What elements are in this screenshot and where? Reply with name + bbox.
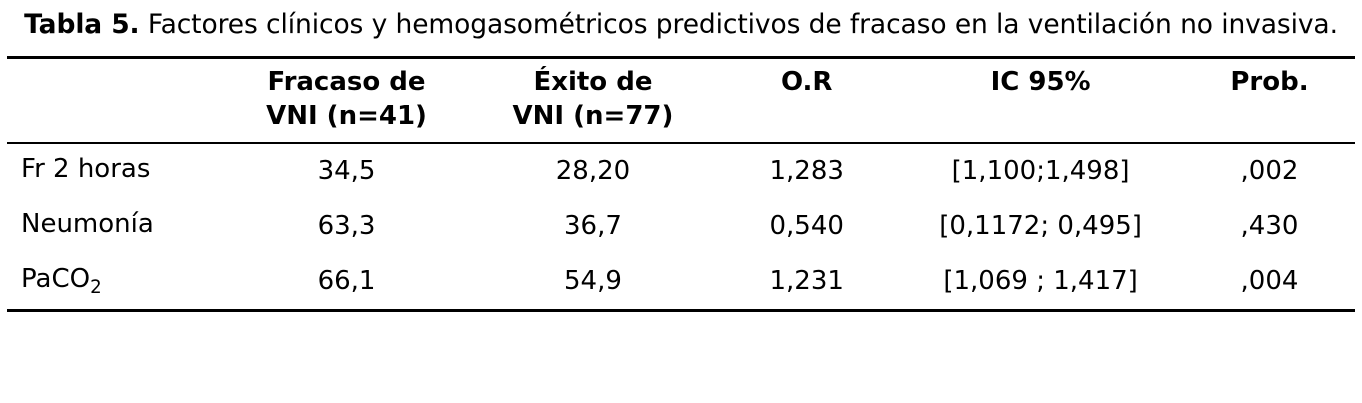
column-header-exito-vni [470,58,716,143]
cell-prob: ,004 [1240,266,1299,297]
caption-label: Tabla 5. [24,9,140,40]
cell-fracaso: 34,5 [317,156,376,187]
cell-fracaso: 63,3 [317,211,376,242]
row-label-subscript: 2 [90,277,102,299]
header-row [7,58,1355,143]
column-header-ic95 [897,58,1184,143]
cell-prob: ,002 [1240,156,1299,187]
cell-prob: ,430 [1240,211,1299,242]
header-line-1: Éxito de [533,67,653,98]
column-header-prob [1184,58,1355,143]
table-row [7,199,1355,254]
table-row [7,143,1355,199]
cell-exito: 28,20 [555,156,631,187]
header-line-1: O.R [781,67,833,98]
table-header [7,58,1355,143]
cell-exito: 36,7 [564,211,622,242]
cell-or: 1,283 [769,156,844,187]
row-label-text: Neumonía [21,208,154,239]
header-line-2: VNI (n=77) [512,100,674,131]
data-table [7,56,1355,311]
table-body [7,143,1355,310]
row-label [7,254,223,310]
header-line-2: VNI (n=41) [266,100,427,131]
table-caption [0,0,1362,42]
header-line-1: Fracaso de [267,67,426,98]
cell-ic: [1,100;1,498] [951,156,1130,187]
header-line-1: Prob. [1230,67,1309,98]
cell-ic: [1,069 ; 1,417] [943,266,1138,297]
column-header-variable [7,58,223,143]
table-row [7,254,1355,310]
column-header-fracaso-vni [223,58,469,143]
row-label-text: PaCO [21,263,91,294]
header-line-1: IC 95% [990,67,1091,98]
cell-or: 0,540 [769,211,844,242]
caption-text: Factores clínicos y hemogasométricos predictivos de fracaso en la ventilación no invasiva. [139,9,1338,40]
row-label-text: Fr 2 horas [21,153,151,184]
row-label [7,199,223,254]
cell-ic: [0,1172; 0,495] [939,211,1142,242]
column-header-or [716,58,897,143]
row-label [7,143,223,199]
cell-exito: 54,9 [564,266,622,297]
cell-fracaso: 66,1 [317,266,376,297]
cell-or: 1,231 [769,266,844,297]
